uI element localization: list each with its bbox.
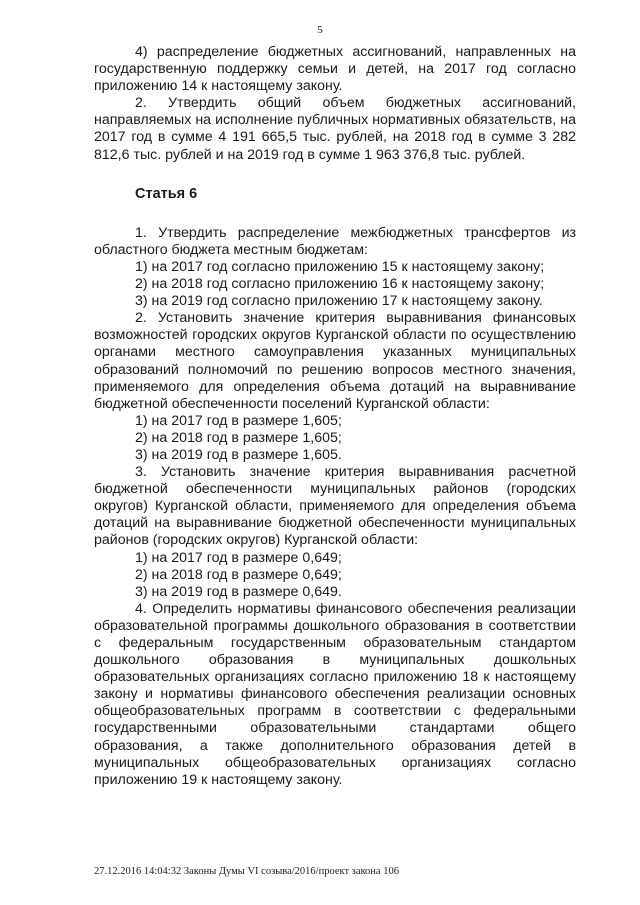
document-footer: 27.12.2016 14:04:32 Законы Думы VI созыва/2016/проект закона 106 [94,866,399,877]
list-item: 2) на 2018 год в размере 1,605; [135,429,342,446]
paragraph-article5-point2: 2. Утвердить общий объем бюджетных ассигнований, направляемых на исполнение публичных нормативных обязательств, на 2017 год в сумме 4 191 665,5 тыс. рублей, на 2018 год в сумме 3 282 812,6 тыс. рублей и на 2019 год в сумме 1 963 376,8 тыс. рублей. [94,95,576,163]
list-item: 1) на 2017 год согласно приложению 15 к настоящему закону; [135,258,545,275]
list-item: 2) на 2018 год согласно приложению 16 к настоящему закону; [135,276,545,293]
paragraph-article6-point1: 1. Утвердить распределение межбюджетных трансфертов из областного бюджета местным бюджетам: [94,224,576,258]
list-item: 2) на 2018 год в размере 0,649; [135,566,342,583]
article-heading: Статья 6 [135,185,198,202]
list-item: 3) на 2019 год в размере 0,649. [135,583,342,600]
paragraph-article6-point3: 3. Установить значение критерия выравнивания расчетной бюджетной обеспеченности муниципальных районов (городских округов) Курганской области, применяемого для определения объема дотаций на выравнивание бюджетной обеспеченности муниципальных районов (городских округов) Курганской области: [94,464,576,549]
list-item: 3) на 2019 год в размере 1,605. [135,446,342,463]
paragraph-article6-point2: 2. Установить значение критерия выравнивания финансовых возможностей городских округов Курганской области по осуществлению органами местного самоуправления указанных муниципальных образований полномочий по решению вопросов местного значения, применяемого для определения объема дотаций на выравнивание бюджетной обеспеченности поселений Курганской области: [94,310,576,412]
list-item: 1) на 2017 год в размере 0,649; [135,549,342,566]
list-item: 3) на 2019 год согласно приложению 17 к настоящему закону. [135,293,543,310]
page-number: 5 [317,24,323,36]
document-body [94,44,576,789]
list-item: 1) на 2017 год в размере 1,605; [135,412,342,429]
paragraph-article5-item4: 4) распределение бюджетных ассигнований, направленных на государственную поддержку семьи и детей, на 2017 год согласно приложению 14 к настоящему закону. [94,44,576,95]
paragraph-article6-point4: 4. Определить нормативы финансового обеспечения реализации образовательной программы дошкольного образования в соответствии с федеральным государственным образовательным стандартом дошкольного образования в муниципальных дошкольных образовательных организациях согласно приложению 18 к настоящему закону и нормативы финансового обеспечения реализации основных общеобразовательных программ в соответствии с федеральными государственными образовательными стандартами общего образования, а также дополнительного образования детей в муниципальных общеобразовательных организациях согласно приложению 19 к настоящему закону. [94,600,576,788]
